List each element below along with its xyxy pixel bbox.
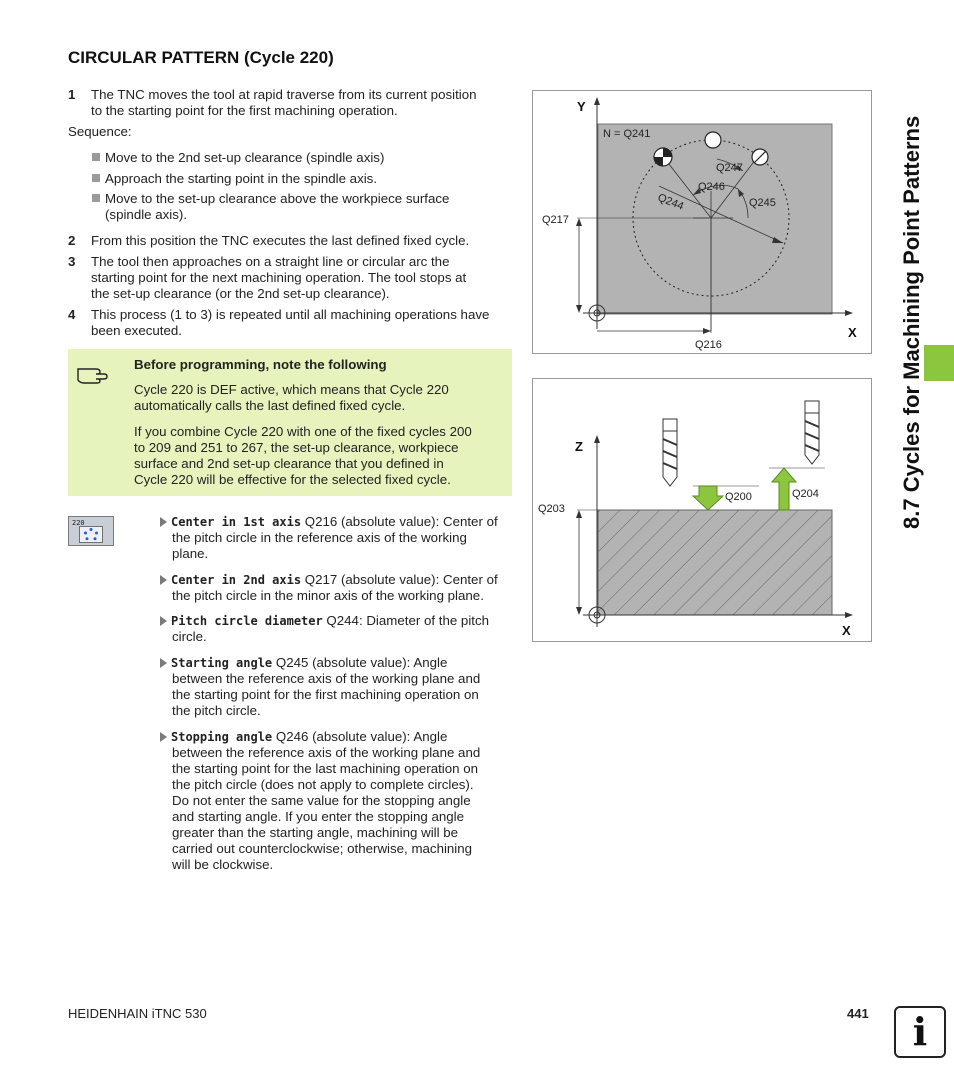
param-text: Q245 (absolute value): Angle xyxy=(272,655,448,670)
param-text: plane. xyxy=(172,546,209,561)
note-heading: Before programming, note the following xyxy=(134,357,387,372)
param-starting-angle xyxy=(160,655,514,719)
step-line: to the starting point for the first machining operation. xyxy=(91,103,398,118)
step-line: This process (1 to 3) is repeated until all machining operations have xyxy=(91,307,490,322)
page-number: 441 xyxy=(847,1006,869,1021)
param-text: and starting angle. If you enter the stopping angle xyxy=(172,809,464,824)
param-text: Q217 (absolute value): Center of xyxy=(301,572,498,587)
chapter-title: 8.7 Cycles for Machining Point Patterns xyxy=(899,115,924,529)
label-q204: Q204 xyxy=(792,488,819,500)
chapter-sidebar xyxy=(884,40,954,910)
param-text: the pitch circle in the minor axis of the working plane. xyxy=(172,588,484,603)
param-text: the pitch circle in the reference axis of the working xyxy=(172,530,467,545)
x-axis-arrow xyxy=(845,310,853,316)
hole-marker xyxy=(752,149,768,165)
param-text: circle. xyxy=(172,629,207,644)
param-text: Do not enter the same value for the stopping angle xyxy=(172,793,471,808)
note-paragraph xyxy=(134,382,449,414)
param-text: the pitch circle (does not apply to complete circles). xyxy=(172,777,474,792)
bullet-item xyxy=(92,171,377,187)
footer-product: HEIDENHAIN iTNC 530 xyxy=(68,1006,207,1021)
step-text xyxy=(91,87,477,119)
param-text: carried out counterclockwise; otherwise, machining xyxy=(172,841,473,856)
note-line: to 209 and 251 to 267, the set-up clearance, workpiece xyxy=(134,440,459,455)
triangle-bullet-icon xyxy=(160,658,167,668)
param-text: will be clockwise. xyxy=(172,857,274,872)
note-paragraph xyxy=(134,424,472,488)
y-axis-label: Y xyxy=(577,99,586,114)
param-keyword: Pitch circle diameter xyxy=(171,614,323,628)
bullet-item xyxy=(92,150,384,166)
bullet-text: Approach the starting point in the spindle axis. xyxy=(105,171,378,186)
x-axis-arrow xyxy=(845,612,853,618)
param-text: Q246 (absolute value): Angle xyxy=(272,729,448,744)
label-q203: Q203 xyxy=(538,503,565,515)
cycle-220-softkey[interactable] xyxy=(68,516,114,546)
x-axis-label: X xyxy=(842,623,851,638)
bullet-text: Move to the 2nd set-up clearance (spindle axis) xyxy=(105,150,385,165)
note-line: Cycle 220 is DEF active, which means that Cycle 220 xyxy=(134,382,449,397)
step-line: From this position the TNC executes the last defined fixed cycle. xyxy=(91,233,470,248)
param-keyword: Starting angle xyxy=(171,656,273,670)
workpiece-section xyxy=(598,510,832,615)
param-text: the pitch circle. xyxy=(172,703,261,718)
step-line: the set-up clearance (or the 2nd set-up clearance). xyxy=(91,286,390,301)
hole-marker xyxy=(705,132,721,148)
bullet-text: (spindle axis). xyxy=(105,207,188,222)
hole-marker xyxy=(654,148,672,166)
param-center-2nd-axis xyxy=(160,572,514,604)
triangle-bullet-icon xyxy=(160,732,167,742)
step-line: The tool then approaches on a straight line or circular arc the xyxy=(91,254,450,269)
z-axis-arrow xyxy=(594,435,600,443)
workpiece-area xyxy=(598,124,832,314)
triangle-bullet-icon xyxy=(160,517,167,527)
step-number: 1 xyxy=(68,87,76,102)
label-q217: Q217 xyxy=(542,214,569,226)
label-q216: Q216 xyxy=(695,339,722,351)
step-line: been executed. xyxy=(91,323,182,338)
step-number: 4 xyxy=(68,307,76,322)
param-text: the starting point for the first machining operation on xyxy=(172,687,479,702)
label-n-q241: N = Q241 xyxy=(603,128,651,140)
step-number: 3 xyxy=(68,254,76,269)
param-text: Q244: Diameter of the pitch xyxy=(322,613,490,628)
label-q244: Q244 xyxy=(655,191,686,213)
param-stopping-angle xyxy=(160,729,514,873)
circular-pattern-icon xyxy=(79,526,103,543)
square-bullet-icon xyxy=(92,174,100,182)
sequence-label: Sequence: xyxy=(68,124,132,139)
param-keyword: Center in 1st axis xyxy=(171,515,302,529)
param-text: the starting point for the last machining operation on xyxy=(172,761,479,776)
drill-tool-icon xyxy=(663,419,677,486)
label-q245: Q245 xyxy=(749,197,776,209)
step-line: The TNC moves the tool at rapid traverse from its current position xyxy=(91,87,477,102)
softkey-label: 220 xyxy=(72,519,85,527)
z-axis-label: Z xyxy=(575,439,583,454)
param-text: Q216 (absolute value): Center of xyxy=(301,514,498,529)
info-icon xyxy=(894,1006,946,1058)
info-glyph: i xyxy=(912,1009,928,1054)
param-keyword: Stopping angle xyxy=(171,730,273,744)
figure-side-view xyxy=(532,378,872,642)
y-axis-arrow xyxy=(594,97,600,105)
step-line: starting point for the next machining operation. The tool stops at xyxy=(91,270,467,285)
param-keyword: Center in 2nd axis xyxy=(171,573,302,587)
param-text: between the reference axis of the working plane and xyxy=(172,745,481,760)
step-text xyxy=(91,307,489,339)
param-center-1st-axis xyxy=(160,514,514,562)
note-box xyxy=(68,349,512,496)
bullet-item xyxy=(92,191,449,223)
q200-arrow xyxy=(693,486,723,510)
param-text: greater than the starting angle, machining will be xyxy=(172,825,459,840)
note-line: automatically calls the last defined fixed cycle. xyxy=(134,398,406,413)
bullet-text: Move to the set-up clearance above the workpiece surface xyxy=(105,191,450,206)
square-bullet-icon xyxy=(92,153,100,161)
note-line: Cycle 220 will be effective for the selected fixed cycle. xyxy=(134,472,451,487)
step-number: 2 xyxy=(68,233,76,248)
drill-tool-icon xyxy=(805,401,819,464)
label-q246: Q246 xyxy=(698,181,725,193)
note-line: If you combine Cycle 220 with one of the fixed cycles 200 xyxy=(134,424,472,439)
x-axis-label: X xyxy=(848,325,857,340)
triangle-bullet-icon xyxy=(160,575,167,585)
param-text: between the reference axis of the working plane and xyxy=(172,671,481,686)
square-bullet-icon xyxy=(92,194,100,202)
step-text xyxy=(91,254,466,302)
step-text xyxy=(91,233,469,249)
triangle-bullet-icon xyxy=(160,616,167,626)
pointing-hand-icon xyxy=(76,361,110,385)
param-pitch-circle-diameter xyxy=(160,613,514,645)
note-line: surface and 2nd set-up clearance that you defined in xyxy=(134,456,444,471)
page-title: CIRCULAR PATTERN (Cycle 220) xyxy=(68,48,334,67)
figure-circular-pattern-top-view xyxy=(532,90,872,354)
label-q200: Q200 xyxy=(725,491,752,503)
label-q247: Q247 xyxy=(716,162,743,174)
